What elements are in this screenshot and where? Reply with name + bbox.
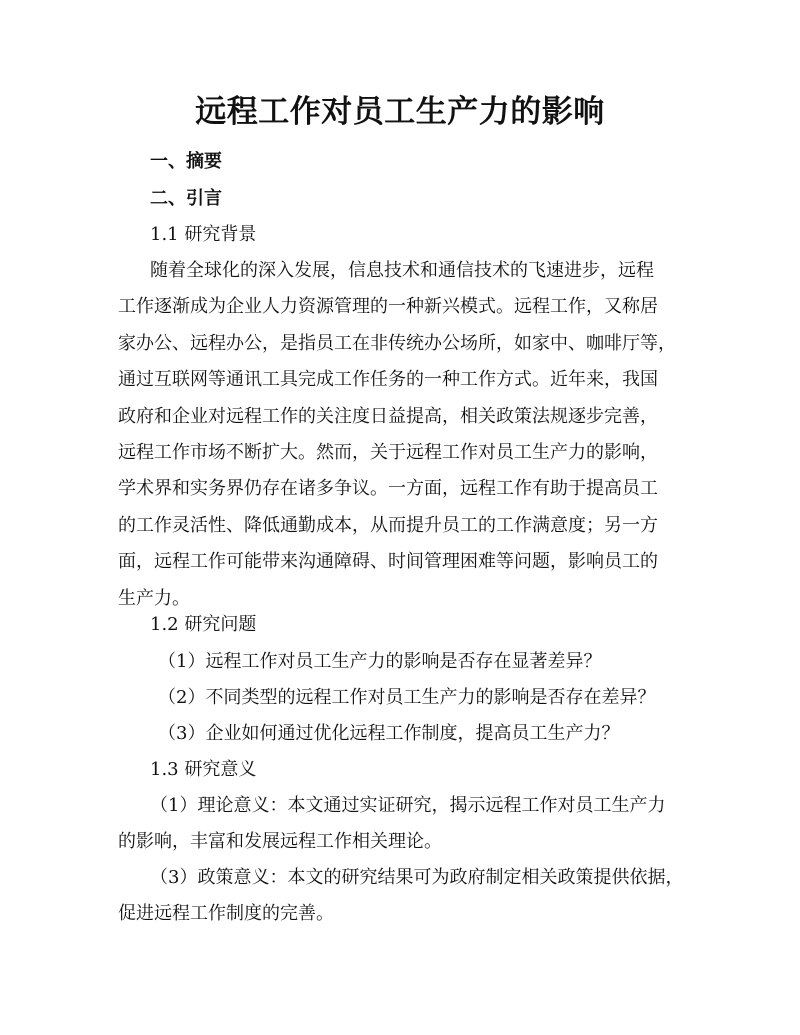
section-heading-questions: 1.2 研究问题 [150, 614, 257, 635]
paragraph-line: 工作逐渐成为企业人力资源管理的一种新兴模式。远程工作，又称居 [118, 296, 658, 318]
paragraph-line: 面，远程工作可能带来沟通障碍、时间管理困难等问题，影响员工的 [118, 551, 658, 573]
research-question-item: （1）远程工作对员工生产力的影响是否存在显著差异？ [158, 651, 602, 672]
paragraph-line: （3）政策意义：本文的研究结果可为政府制定相关政策提供依据， [150, 867, 684, 888]
paragraph-line: 的影响，丰富和发展远程工作相关理论。 [118, 831, 442, 853]
heading-introduction: 二、引言 [150, 188, 222, 209]
paragraph-line: 通过互联网等通讯工具完成工作任务的一种工作方式。近年来，我国 [118, 369, 658, 391]
paragraph-theory-significance [118, 793, 688, 866]
paragraph-background [118, 258, 688, 622]
section-heading-background: 1.1 研究背景 [150, 224, 257, 245]
paragraph-line: 促进远程工作制度的完善。 [118, 903, 334, 925]
paragraph-line: 家办公、远程办公，是指员工在非传统办公场所，如家中、咖啡厅等， [118, 332, 676, 354]
paragraph-line: 学术界和实务界仍存在诸多争议。一方面，远程工作有助于提高员工 [118, 478, 658, 500]
paragraph-line: （1）理论意义：本文通过实证研究，揭示远程工作对员工生产力 [150, 795, 666, 816]
research-question-item: （2）不同类型的远程工作对员工生产力的影响是否存在差异？ [158, 687, 656, 708]
section-heading-significance: 1.3 研究意义 [150, 759, 257, 780]
paragraph-policy-significance [118, 865, 688, 938]
document-title: 远程工作对员工生产力的影响 [195, 94, 605, 130]
research-question-item: （3）企业如何通过优化远程工作制度，提高员工生产力？ [158, 723, 620, 744]
paragraph-line: 生产力。 [118, 587, 190, 609]
paragraph-line: 远程工作市场不断扩大。然而，关于远程工作对员工生产力的影响， [118, 441, 658, 463]
heading-abstract: 一、摘要 [150, 151, 222, 172]
paragraph-line: 政府和企业对远程工作的关注度日益提高，相关政策法规逐步完善， [118, 405, 658, 427]
paragraph-line: 随着全球化的深入发展，信息技术和通信技术的飞速进步，远程 [150, 260, 654, 281]
paragraph-line: 的工作灵活性、降低通勤成本，从而提升员工的工作满意度；另一方 [118, 514, 658, 536]
